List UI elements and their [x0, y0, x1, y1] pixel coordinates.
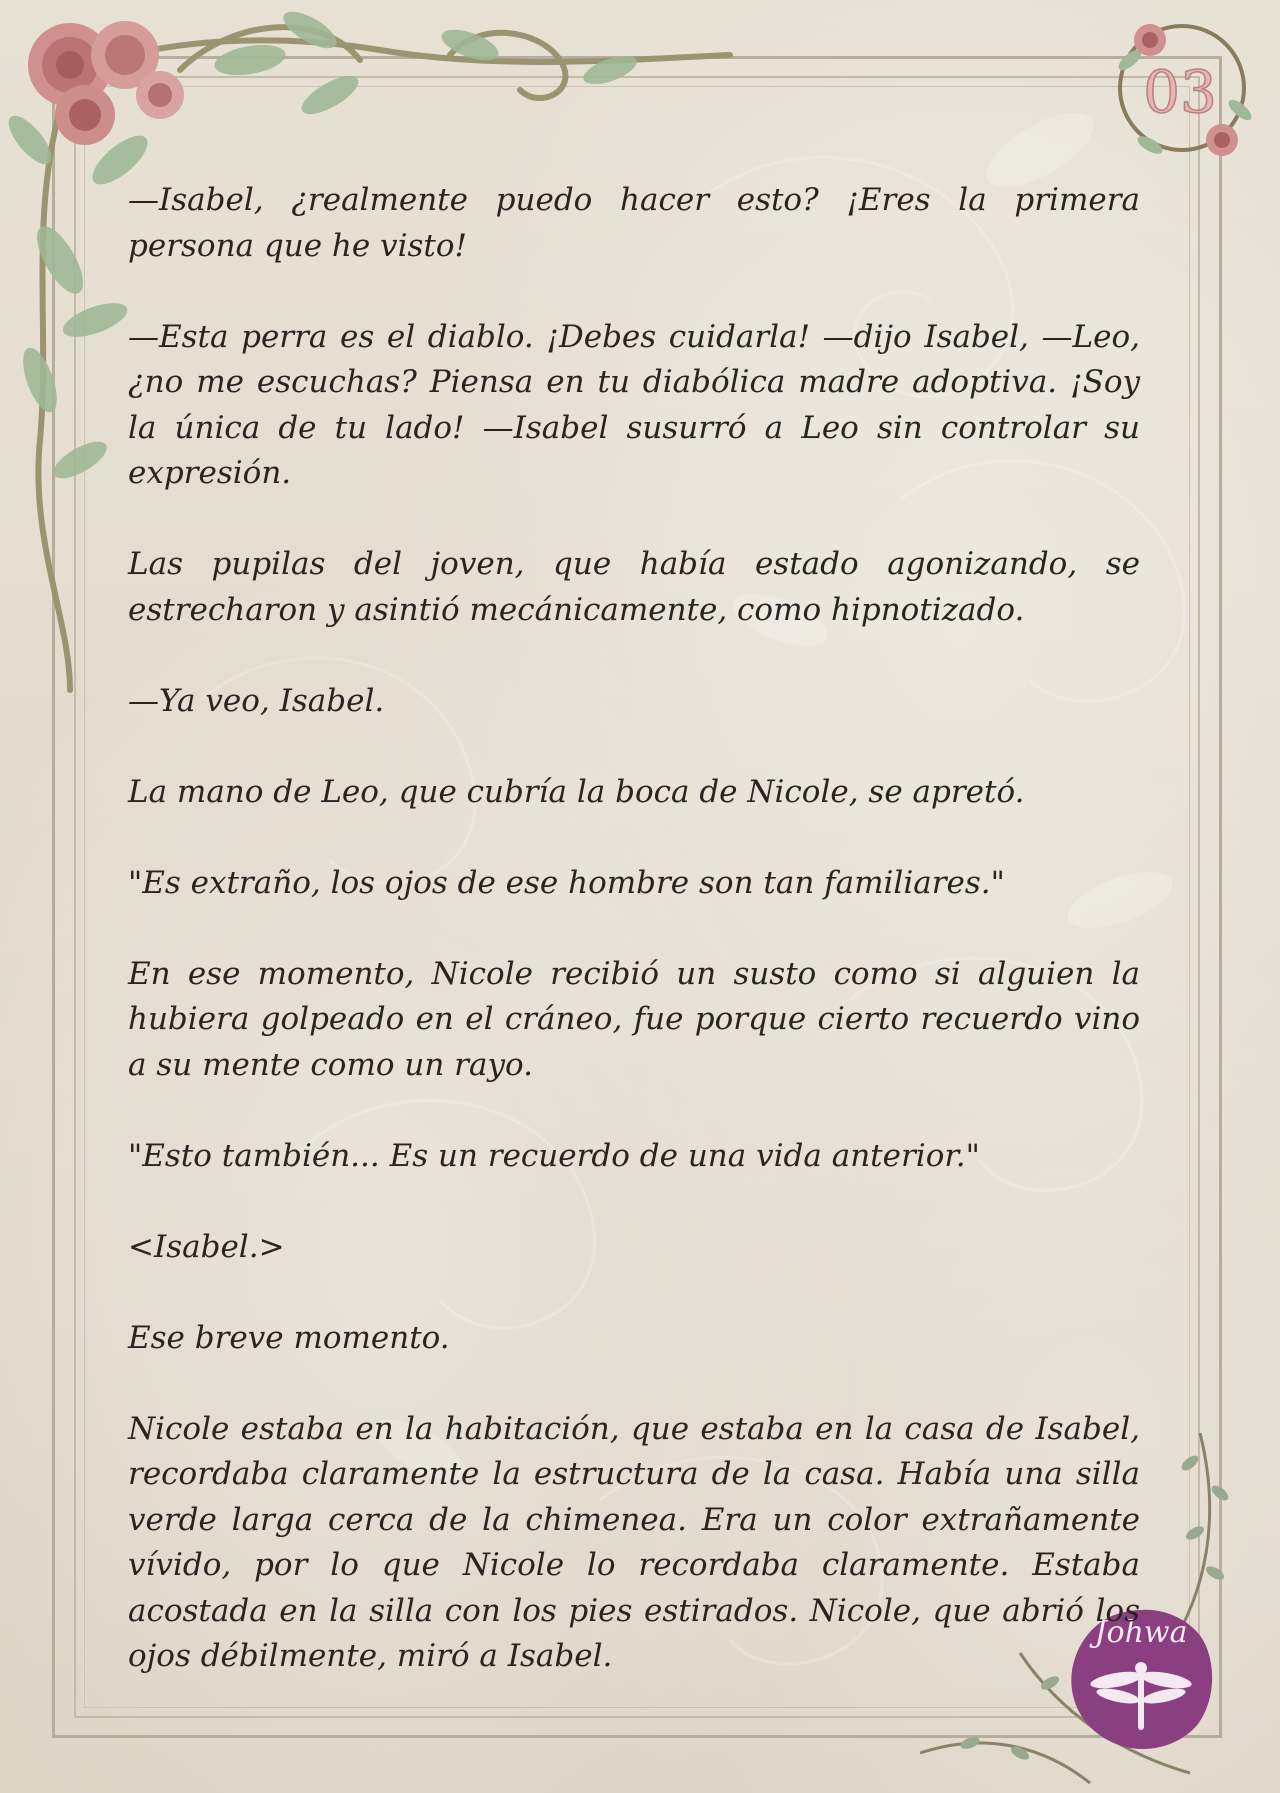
paragraph: La mano de Leo, que cubría la boca de Nicole, se apretó. — [128, 773, 1025, 810]
paragraph: <Isabel.> — [128, 1228, 285, 1265]
paragraph: —Isabel, ¿realmente puedo hacer esto? ¡Eres la primera persona que he visto! — [128, 182, 1140, 264]
paragraph: Las pupilas del joven, que había estado agonizando, se estrecharon y asintió mecánicamente, como hipnotizado. — [128, 546, 1140, 628]
badge-label: Johwa — [1094, 1615, 1188, 1650]
paragraph: En ese momento, Nicole recibió un susto como si alguien la hubiera golpeado en el cráneo, fue porque cierto recuerdo vino a su mente como un rayo. — [128, 955, 1140, 1083]
paragraph: Nicole estaba en la habitación, que estaba en la casa de Isabel, recordaba claramente la estructura de la casa. Había una silla verde larga cerca de la chimenea. Era un color extrañamente vívido, por lo que Nicole lo recordaba claramente. Estaba acostada en la silla con los pies estirados. Nicole, que abrió los ojos débilmente, miró a Isabel. — [128, 1410, 1140, 1674]
story-text — [128, 178, 1140, 1680]
paragraph: —Ya veo, Isabel. — [128, 682, 385, 719]
page-number: 03 — [1143, 58, 1217, 126]
paragraph: "Es extraño, los ojos de ese hombre son tan familiares." — [128, 864, 1005, 901]
paragraph: —Esta perra es el diablo. ¡Debes cuidarla! —dijo Isabel, —Leo, ¿no me escuchas? Piensa en tu diabólica madre adoptiva. ¡Soy la única de tu lado! —Isabel susurró a Leo sin controlar su expresión. — [128, 318, 1140, 491]
paragraph: Ese breve momento. — [128, 1319, 450, 1356]
paragraph: "Esto también... Es un recuerdo de una vida anterior." — [128, 1137, 980, 1174]
